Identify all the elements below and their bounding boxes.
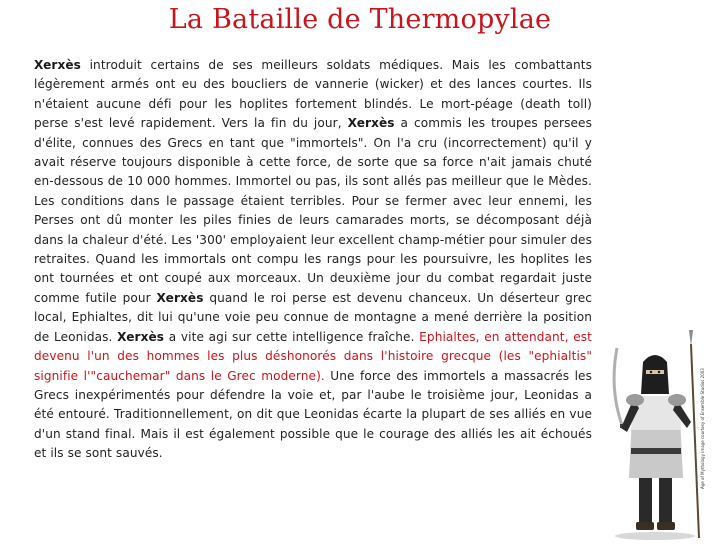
name-xerxes: Xerxès xyxy=(156,290,204,305)
page-title: La Bataille de Thermopylae xyxy=(168,4,552,35)
text-segment-2: a commis les troupes persees d'élite, connues des Grecs en tant que "immortels". On l'a cru (incorrectement) qu'il y avait réserve toujours disponible à cette force, de sorte que sa force n'ait jamais chuté en-dessous de 10 000 hommes. Immortel ou pas, ils sont allés pas meilleur que le Mèdes. Les conditions dans le passage étaient terribles. Pour se fermer avec leur ennemi, les Perses ont dû monter les piles finies de leurs camarades morts, se décomposant déjà dans la chaleur d'été. Les '300' employaient leur excellent champ-métier pour simuler des retraites. Quand les immortals ont compu les rangs pour les poursuivre, les hoplites les ont tournées et ont coupé aux morceaux. Un deuxième jour du combat regardait juste comme futile pour xyxy=(34,116,592,305)
text-segment-4: a vite agi sur cette intelligence fraîche. xyxy=(164,329,420,344)
body-paragraph xyxy=(34,56,592,464)
name-xerxes: Xerxès xyxy=(117,329,165,344)
text-segment-1: introduit certains de ses meilleurs soldats médiques. Mais les combattants légèrement armés ont eu des boucliers de vannerie (wicker) et des lances courtes. Ils n'étaient aucune défi pour les hoplites fortement blindés. Le mort-péage (death toll) perse s'est levé rapidement. Vers la fin du jour, xyxy=(34,58,592,131)
text-segment-5: Une force des immortels a massacrés les Grecs inexpérimentés pour défendre la voie et, par l'aube le troisième jour, Leonidas a été entouré. Traditionnellement, on dit que Leonidas écarte la plupart de ses alliés en vue d'un stand final. Mais il est également possible que le courage des alliés les ait échoués et ils se sont sauvés. xyxy=(34,368,592,461)
name-xerxes: Xerxès xyxy=(347,116,395,131)
name-xerxes: Xerxès xyxy=(34,58,81,72)
highlighted-text: Ephialtes, en attendant, est devenu l'un des hommes les plus déshonorés dans l'histoire grecque (les "ephialtis" signifie l'"cauchemar" dans le Grec moderne). xyxy=(34,329,592,383)
text-segment-3: quand le roi perse est devenu chanceux. Un déserteur grec local, Ephialtes, dit lui qu'une voie peu connue de montagne a mené derrière la position de Leonidas. xyxy=(34,290,592,344)
image-credit: Age of Mythology image courtesy of Ensemble Studios 2003 xyxy=(700,368,705,490)
